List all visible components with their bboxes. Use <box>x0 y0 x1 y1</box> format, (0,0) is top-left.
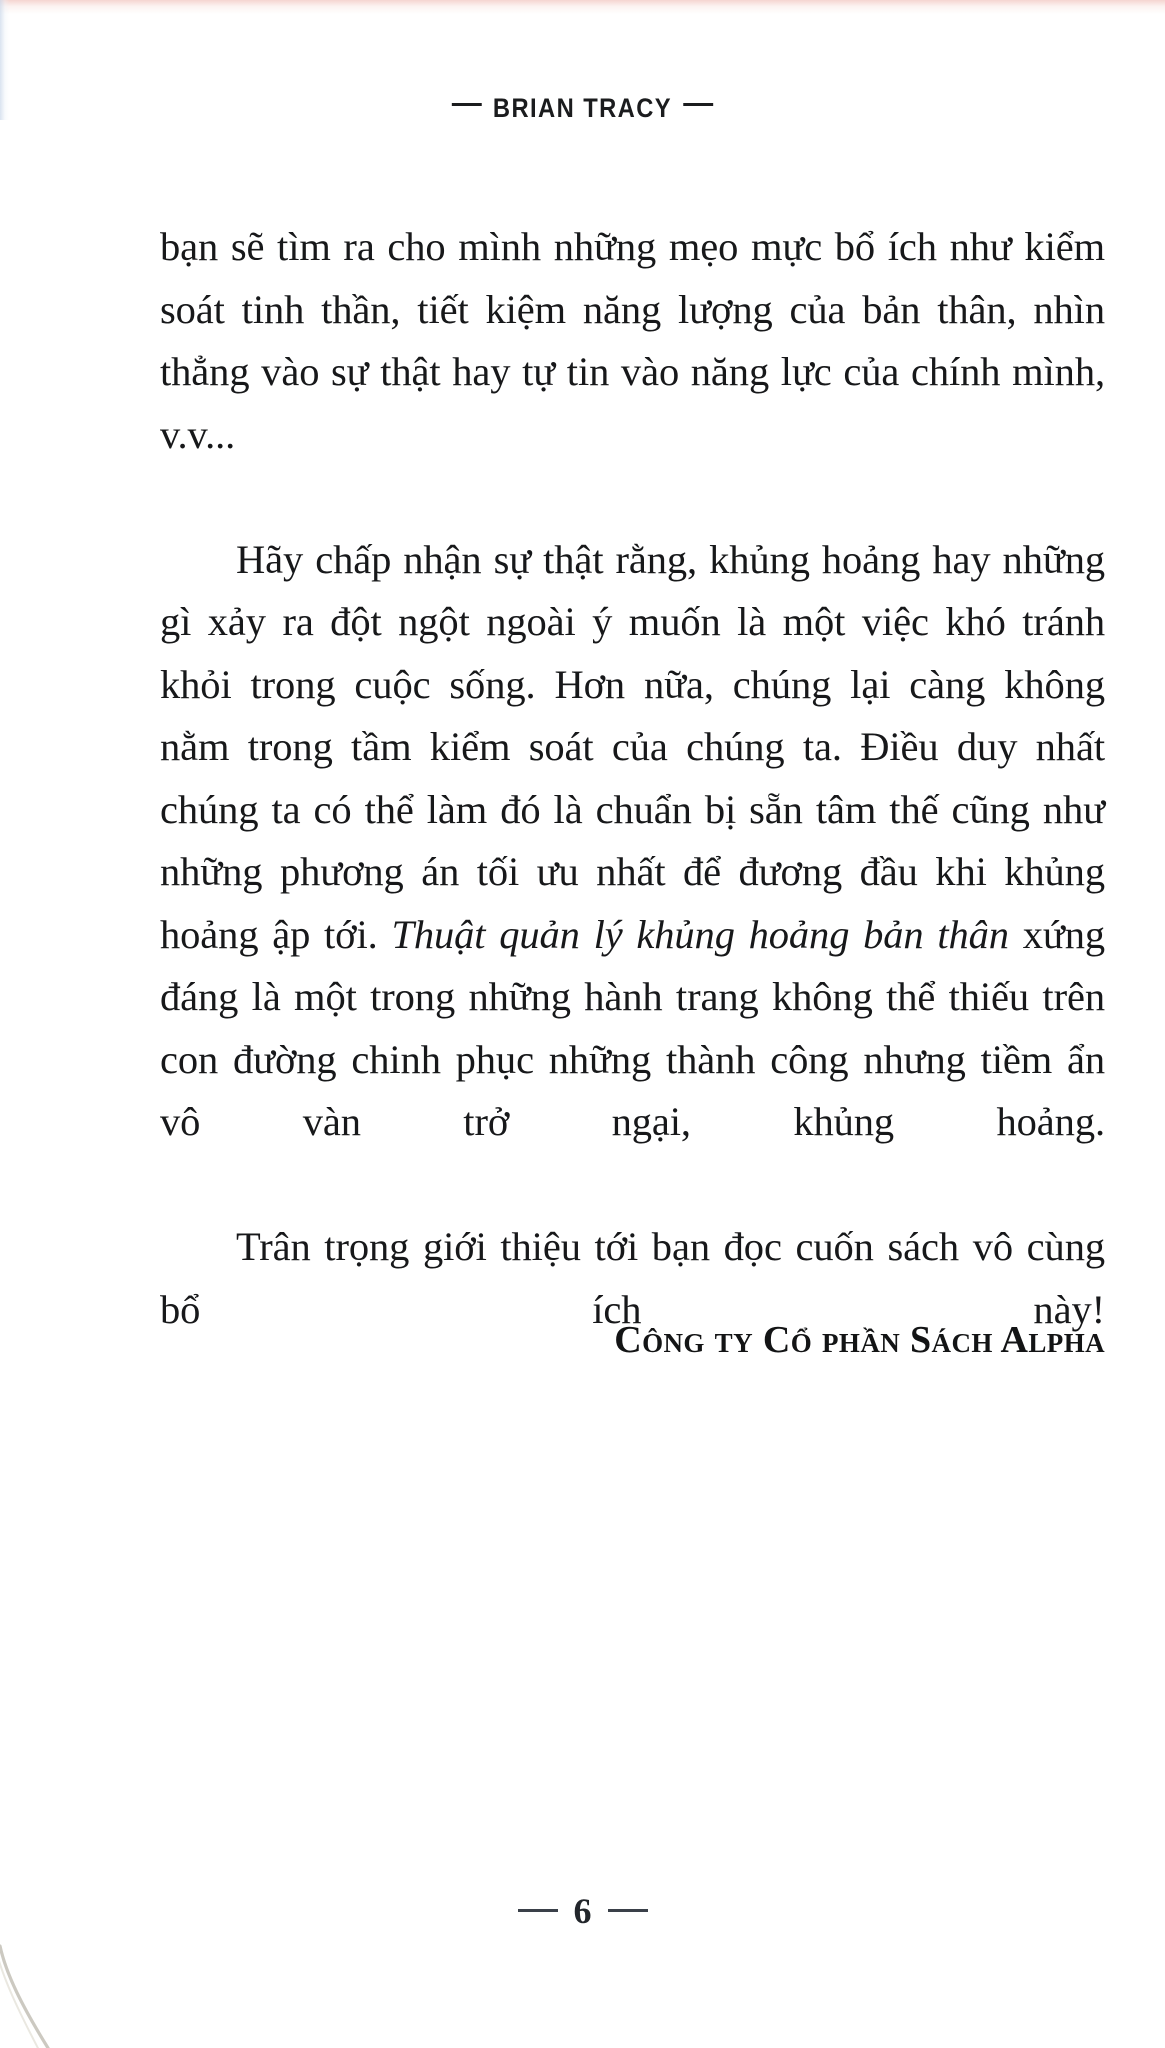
page-number-footer <box>0 1890 1165 1932</box>
publisher-signature: Công ty Cổ phần Sách Alpha <box>614 1319 1105 1361</box>
scan-edge-tint-top <box>0 0 1165 14</box>
running-head-rule-right <box>684 103 714 106</box>
running-head-rule-left <box>452 103 482 106</box>
page-number: 6 <box>573 1891 592 1931</box>
paragraph-2 <box>160 529 1105 1217</box>
folio-rule-left <box>518 1909 558 1912</box>
paragraph-3: Trân trọng giới thiệu tới bạn đọc cuốn sách vô cùng bổ ích này! <box>160 1224 1105 1332</box>
paragraph-1: bạn sẽ tìm ra cho mình những mẹo mực bổ ích như kiểm soát tinh thần, tiết kiệm năng lượng của bản thân, nhìn thẳng vào sự thật hay tự tin vào năng lực của chính mình, v.v... <box>160 224 1105 457</box>
paragraph-2-tail: xứng đáng là một trong những hành trang không thể thiếu trên con đường chinh phục những thành công nhưng tiềm ẩn vô vàn trở ngại, khủng hoảng. <box>160 911 1105 1144</box>
running-head <box>70 93 1095 124</box>
folio-rule-right <box>608 1909 648 1912</box>
body-text-block <box>160 216 1105 1404</box>
scan-edge-tint-left <box>0 0 10 120</box>
running-head-title: BRIAN TRACY <box>492 93 673 123</box>
paragraph-2-lead: Hãy chấp nhận sự thật rằng, khủng hoảng hay những gì xảy ra đột ngột ngoài ý muốn là một việc khó tránh khỏi trong cuộc sống. Hơn nữa, chúng lại càng không nằm trong tầm kiểm soát của chúng ta. Điều duy nhất chúng ta có thể làm đó là chuẩn bị sẵn tâm thế cũng như những phương án tối ưu nhất để đương đầu khi khủng hoảng ập tới. <box>160 536 1105 957</box>
book-title-reference: Thuật quản lý khủng hoảng bản thân <box>391 911 1009 957</box>
page-curl-artifact <box>0 1944 66 2048</box>
